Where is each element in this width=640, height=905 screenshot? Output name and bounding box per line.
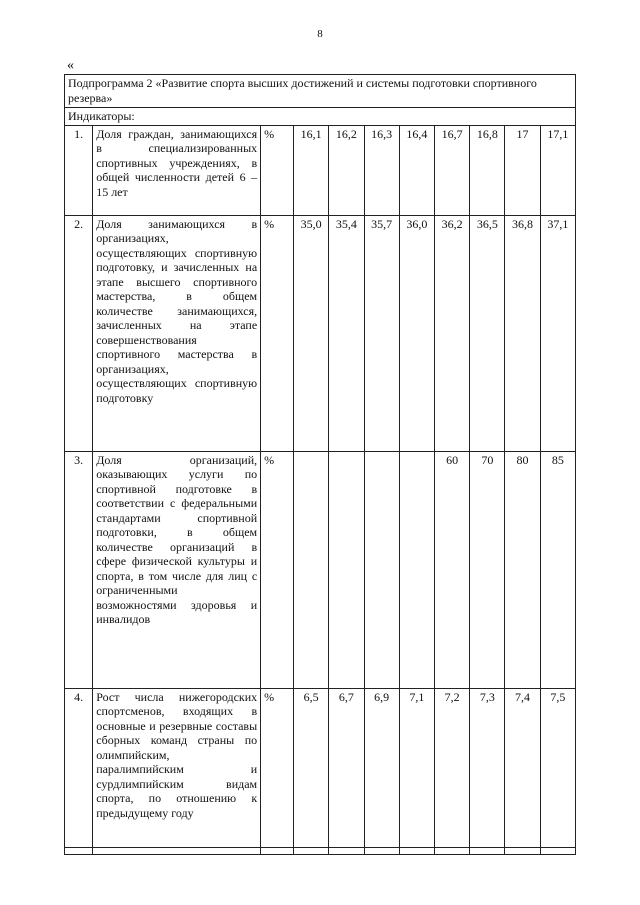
value-cell: 35,7 [364, 215, 399, 451]
value-cell: 36,2 [434, 215, 469, 451]
row-number: 4. [65, 688, 93, 847]
value-cell: 6,7 [329, 688, 364, 847]
value-cell: 80 [505, 451, 540, 688]
empty-cell [261, 847, 294, 854]
empty-cell [505, 847, 540, 854]
unit-cell: % [261, 688, 294, 847]
subprogram-title: Подпрограмма 2 «Развитие спорта высших достижений и системы подготовки спортивного резерва» [65, 75, 576, 108]
opening-quote-mark: « [67, 58, 74, 73]
row-number: 1. [65, 125, 93, 215]
empty-cell [434, 847, 469, 854]
row-number: 3. [65, 451, 93, 688]
value-cell [399, 451, 434, 688]
value-cell: 85 [540, 451, 575, 688]
empty-cell [93, 847, 261, 854]
empty-cell [470, 847, 505, 854]
value-cell: 16,1 [294, 125, 329, 215]
empty-cell [65, 847, 93, 854]
subprogram-row [65, 75, 576, 108]
unit-cell: % [261, 215, 294, 451]
value-cell: 36,8 [505, 215, 540, 451]
row-number: 2. [65, 215, 93, 451]
value-cell: 7,5 [540, 688, 575, 847]
empty-cell [364, 847, 399, 854]
unit-cell: % [261, 451, 294, 688]
value-cell: 16,3 [364, 125, 399, 215]
table-row [65, 125, 576, 215]
indicator-name: Рост числа нижегородских спортсменов, входящих в основные и резервные составы сборных команд страны по олимпийским, паралимпийским и сурдлимпийским видам спорта, по отношению к предыдущему году [93, 688, 261, 847]
value-cell: 6,5 [294, 688, 329, 847]
value-cell: 6,9 [364, 688, 399, 847]
table-row-empty [65, 847, 576, 854]
indicator-name: Доля организаций, оказывающих услуги по спортивной подготовке в соответствии с федеральными стандартами спортивной подготовки, в общем количестве организаций в сфере физической культуры и спорта, в том числе для лиц с ограниченными возможностями здоровья и инвалидов [93, 451, 261, 688]
value-cell: 7,1 [399, 688, 434, 847]
table-row [65, 215, 576, 451]
value-cell: 35,0 [294, 215, 329, 451]
value-cell: 36,0 [399, 215, 434, 451]
indicators-label: Индикаторы: [65, 108, 576, 126]
value-cell: 16,2 [329, 125, 364, 215]
value-cell: 7,2 [434, 688, 469, 847]
table-row [65, 688, 576, 847]
value-cell: 37,1 [540, 215, 575, 451]
value-cell: 16,4 [399, 125, 434, 215]
value-cell [329, 451, 364, 688]
indicators-header-row [65, 108, 576, 126]
empty-cell [294, 847, 329, 854]
unit-cell: % [261, 125, 294, 215]
value-cell: 17 [505, 125, 540, 215]
indicators-table [64, 74, 576, 855]
value-cell: 60 [434, 451, 469, 688]
value-cell: 16,8 [470, 125, 505, 215]
value-cell [294, 451, 329, 688]
value-cell: 36,5 [470, 215, 505, 451]
empty-cell [329, 847, 364, 854]
indicator-name: Доля занимающихся в организациях, осуществляющих спортивную подготовку, и зачисленных на этапе высшего спортивного мастерства, в общем количестве занимающихся, зачисленных на этапе совершенствования спортивного мастерства в организациях, осуществляющих спортивную подготовку [93, 215, 261, 451]
value-cell: 35,4 [329, 215, 364, 451]
value-cell: 70 [470, 451, 505, 688]
page-number: 8 [317, 28, 323, 40]
value-cell: 7,4 [505, 688, 540, 847]
value-cell: 17,1 [540, 125, 575, 215]
table-row [65, 451, 576, 688]
value-cell: 7,3 [470, 688, 505, 847]
empty-cell [399, 847, 434, 854]
indicator-name: Доля граждан, занимающихся в специализированных спортивных учреждениях, в общей численности детей 6 – 15 лет [93, 125, 261, 215]
value-cell: 16,7 [434, 125, 469, 215]
empty-cell [540, 847, 575, 854]
value-cell [364, 451, 399, 688]
